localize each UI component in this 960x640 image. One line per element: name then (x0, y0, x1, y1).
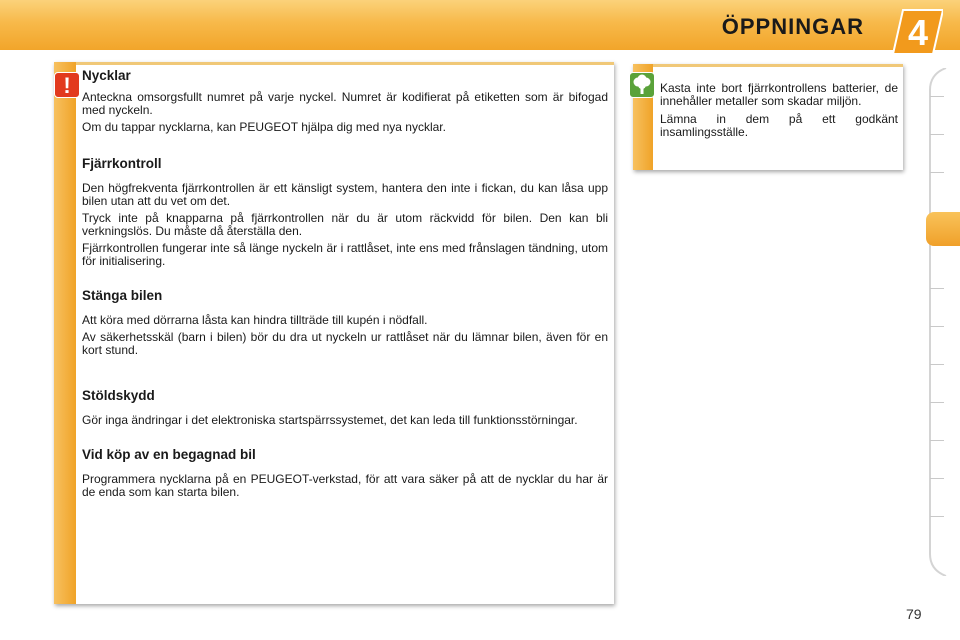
chapter-tab-2[interactable] (930, 134, 944, 135)
main-content (82, 66, 608, 499)
paragraph-nycklar-1: Anteckna omsorgsfullt numret på varje nyckel. Numret är kodifierat på etiketten som är bifogad med nyckeln. (82, 90, 608, 117)
section-heading-fjarrkontroll: Fjärrkontroll (82, 156, 162, 171)
section-heading-stanga-bilen: Stänga bilen (82, 288, 163, 303)
paragraph-stanga-bilen-1: Att köra med dörrarna låsta kan hindra tillträde till kupén i nödfall. (82, 313, 428, 327)
chapter-tab-6[interactable] (930, 326, 944, 327)
chapter-tab-5[interactable] (930, 288, 944, 289)
section-heading-begagnad-bil: Vid köp av en begagnad bil (82, 447, 256, 462)
chapter-tab-9[interactable] (930, 440, 944, 441)
paragraph-begagnad-bil-1: Programmera nycklarna på en PEUGEOT-verkstad, för att vara säker på att de nycklar du har är de enda som kan starta bilen. (82, 472, 608, 499)
warning-icon: ! (54, 72, 80, 98)
environment-note-paragraph-2: Lämna in dem på ett godkänt insamlingsställe. (660, 112, 898, 139)
chapter-tab-4-active[interactable] (926, 212, 960, 246)
paragraph-stanga-bilen-2: Av säkerhetsskäl (barn i bilen) bör du dra ut nyckeln ur rattlåset när du lämnar bilen, även för en kort stund. (82, 330, 608, 357)
section-heading-nycklar: Nycklar (82, 68, 131, 83)
main-box-accent-stripe (54, 62, 76, 604)
side-box-top-border (653, 64, 903, 67)
environment-note-content (660, 82, 898, 139)
paragraph-fjarrkontroll-1: Den högfrekventa fjärrkontrollen är ett känsligt system, hantera den inte i fickan, du kan låsa upp bilen utan att du vet om det. (82, 181, 608, 208)
paragraph-stoldskydd-1: Gör inga ändringar i det elektroniska startspärrssystemet, det kan leda till funktionsstörningar. (82, 413, 578, 427)
chapter-tab-7[interactable] (930, 364, 944, 365)
chapter-tab-10[interactable] (930, 478, 944, 479)
chapter-tab-11[interactable] (930, 516, 944, 517)
paragraph-fjarrkontroll-2: Tryck inte på knapparna på fjärrkontrollen när du är utom räckvidd för bilen. Den kan bli verkningslös. Du måste då återställa den. (82, 211, 608, 238)
tree-icon (629, 72, 655, 98)
chapter-tab-8[interactable] (930, 402, 944, 403)
page-number: 79 (906, 606, 922, 622)
section-heading-stoldskydd: Stöldskydd (82, 388, 155, 403)
chapter-number: 4 (907, 12, 929, 53)
chapter-title: ÖPPNINGAR (721, 14, 864, 39)
chapter-tab-rail (928, 68, 948, 576)
chapter-tab-1[interactable] (930, 96, 944, 97)
paragraph-fjarrkontroll-3: Fjärrkontrollen fungerar inte så länge nyckeln är i rattlåset, inte ens med frånslagen tändning, utom för initialisering. (82, 241, 608, 268)
paragraph-nycklar-2: Om du tappar nycklarna, kan PEUGEOT hjälpa dig med nya nycklar. (82, 120, 446, 134)
main-box-top-border (76, 62, 614, 65)
environment-note-paragraph-1: Kasta inte bort fjärrkontrollens batterier, de innehåller metaller som skadar miljön. (660, 81, 898, 108)
chapter-tab-3[interactable] (930, 172, 944, 173)
